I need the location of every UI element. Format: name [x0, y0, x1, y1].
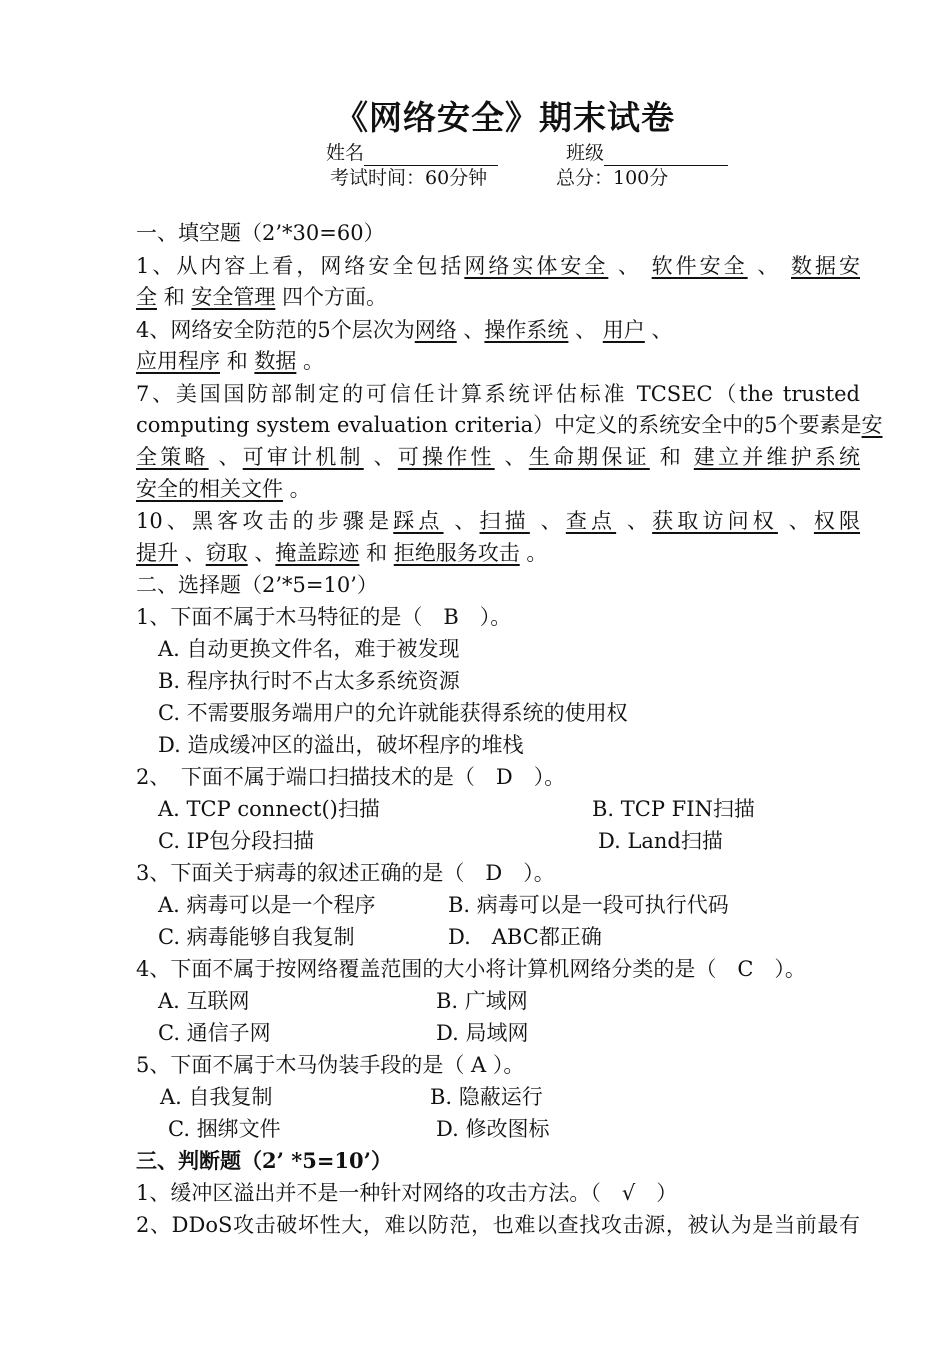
choice-q3-option-b: B. 病毒可以是一段可执行代码 [448, 893, 729, 917]
choice-q5-option-a: A. 自我复制 [160, 1085, 273, 1109]
fill-q4-line2: 应用程序 和 数据 。 [136, 349, 325, 373]
choice-q1: 1、下面不属于木马特征的是（ B ）。 [136, 605, 512, 629]
choice-q5: 5、下面不属于木马伪装手段的是（ A ）。 [136, 1053, 525, 1077]
choice-q4-option-c: C. 通信子网 [158, 1021, 271, 1045]
fill-q1-line1: 1、从内容上看，网络安全包括网络实体安全 、 软件安全 、 数据安 [136, 254, 860, 278]
section-choice-heading: 二、选择题（2’*5=10’） [136, 573, 378, 597]
answer: 软件安全 [651, 254, 748, 278]
choice-q5-option-c: C. 捆绑文件 [168, 1117, 281, 1141]
section-fill-heading: 一、填空题（2’*30=60） [136, 221, 385, 245]
choice-q1-option-d: D. 造成缓冲区的溢出，破坏程序的堆栈 [158, 733, 524, 757]
choice-q4-option-d: D. 局域网 [436, 1021, 529, 1045]
class-blank [604, 143, 728, 166]
fill-q7-line2: computing system evaluation criteria）中定义的系统安全中的5个要素是安 [136, 413, 883, 437]
choice-q2-option-b: B. TCP FIN扫描 [592, 797, 755, 821]
choice-q2-option-d: D. Land扫描 [598, 829, 723, 853]
fill-q10-line1: 10、黑客攻击的步骤是踩点 、扫描 、查点 、获取访问权 、权限 [136, 509, 861, 533]
page-title: 《网络安全》期末试卷 [335, 98, 675, 137]
answer: 安全管理 [191, 285, 276, 309]
choice-q1-option-a: A. 自动更换文件名，难于被发现 [158, 637, 460, 661]
answer: 数据 [254, 349, 297, 373]
choice-q2-option-a: A. TCP connect()扫描 [158, 797, 380, 821]
choice-q3-option-d: D. ABC都正确 [448, 925, 602, 949]
answer: 数据安 [791, 254, 860, 278]
fill-q4-line1: 4、网络安全防范的5个层次为网络 、操作系统 、 用户 、 [136, 318, 673, 342]
exam-time: 考试时间：60分钟 [330, 167, 488, 189]
fill-q7-line3: 全策略 、可审计机制 、可操作性 、生命期保证 和 建立并维护系统 [136, 445, 861, 469]
fill-q10-line2: 提升 、窃取 、掩盖踪迹 和 拒绝服务攻击 。 [136, 541, 548, 565]
judge-q2: 2、DDoS攻击破坏性大，难以防范，也难以查找攻击源，被认为是当前最有 [136, 1213, 860, 1237]
choice-q1-option-c: C. 不需要服务端用户的允许就能获得系统的使用权 [158, 701, 628, 725]
choice-q3-option-a: A. 病毒可以是一个程序 [158, 893, 376, 917]
answer: 网络实体安全 [464, 254, 609, 278]
name-label: 姓名 [326, 142, 365, 164]
fill-q7-line4: 安全的相关文件 。 [136, 477, 311, 501]
name-blank [364, 143, 498, 166]
section-judge-heading: 三、判断题（2’ *5=10’） [136, 1148, 392, 1173]
class-field [566, 140, 728, 166]
choice-q5-option-d: D. 修改图标 [436, 1117, 550, 1141]
answer: 网络 [414, 318, 457, 342]
choice-q2-option-c: C. IP包分段扫描 [158, 829, 315, 853]
choice-q4: 4、下面不属于按网络覆盖范围的大小将计算机网络分类的是（ C ）。 [136, 957, 806, 981]
class-label: 班级 [566, 142, 605, 164]
answer: 用户 [602, 318, 645, 342]
judge-q1: 1、缓冲区溢出并不是一种针对网络的攻击方法。（ √ ） [136, 1181, 678, 1205]
total-score: 总分：100分 [556, 167, 669, 189]
choice-q2: 2、 下面不属于端口扫描技术的是（ D ）。 [136, 765, 566, 789]
choice-q1-option-b: B. 程序执行时不占太多系统资源 [158, 669, 460, 693]
name-field [326, 140, 498, 166]
choice-q3: 3、下面关于病毒的叙述正确的是（ D ）。 [136, 861, 555, 885]
choice-q5-option-b: B. 隐蔽运行 [430, 1085, 543, 1109]
choice-q4-option-a: A. 互联网 [158, 989, 250, 1013]
fill-q1-line2: 全 和 安全管理 四个方面。 [136, 285, 388, 309]
answer: 操作系统 [484, 318, 569, 342]
choice-q3-option-c: C. 病毒能够自我复制 [158, 925, 355, 949]
answer: 应用程序 [136, 349, 220, 373]
fill-q7-line1: 7、美国国防部制定的可信任计算系统评估标准 TCSEC（the trusted [136, 382, 860, 406]
choice-q4-option-b: B. 广域网 [436, 989, 528, 1013]
